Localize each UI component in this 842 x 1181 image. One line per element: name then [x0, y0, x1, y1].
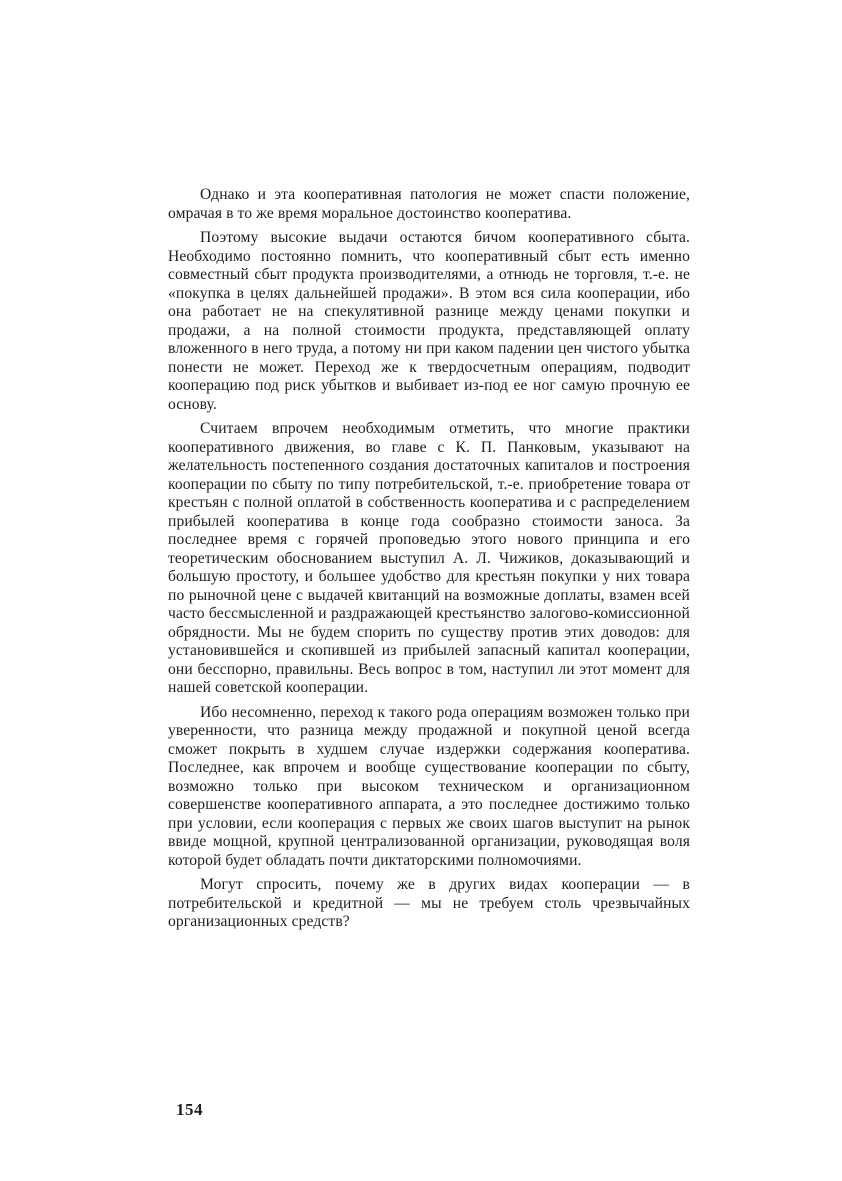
paragraph-3: Считаем впрочем необходимым отметить, что многие практики кооперативного движения, во главе с К. П. Панковым, указывают на желательность постепенного создания достаточных капиталов и построения кооперации по сбыту по типу потребительской, т.-е. приобретение товара от крестьян с полной оплатой в собственность кооператива и с распределением прибылей кооператива в конце года сообразно стоимости заноса. За последнее время с горячей проповедью этого нового принципа и его теоретическим обоснованием выступил А. Л. Чижиков, доказывающий и большую простоту, и большее удобство для крестьян покупки у них товара по рыночной цене с выдачей квитанций на возможные доплаты, взамен всей часто бессмысленной и раздражающей крестьянство залогово-комиссионной обрядности. Мы не будем спорить по существу против этих доводов: для установившейся и скопившей из прибылей запасный капитал кооперации, они бесспорно, правильны. Весь вопрос в том, наступил ли этот момент для нашей советской кооперации.: [168, 420, 690, 696]
body-text: [168, 186, 690, 938]
paragraph-2: Поэтому высокие выдачи остаются бичом кооперативного сбыта. Необходимо постоянно помнить, что кооперативный сбыт есть именно совместный сбыт продукта производителями, а отнюдь не торговля, т.-е. не «покупка в целях дальнейшей продажи». В этом вся сила кооперации, ибо она работает не на спекулятивной разнице между ценами покупки и продажи, а на полной стоимости продукта, представляющей оплату вложенного в него труда, а потому ни при каком падении цен чистого убытка понести не может. Переход же к твердосчетным операциям, подводит кооперацию под риск убытков и выбивает из-под ее ног самую прочную ее основу.: [168, 229, 690, 413]
paragraph-4: Ибо несомненно, переход к такого рода операциям возможен только при уверенности, что разница между продажной и покупной ценой всегда сможет покрыть в худшем случае издержки содержания кооператива. Последнее, как впрочем и вообще существование кооперации по сбыту, возможно только при высоком техническом и организационном совершенстве кооперативного аппарата, а это последнее достижимо только при условии, если кооперация с первых же своих шагов выступит на рынок ввиде мощной, крупной централизованной организации, руководящая воля которой будет обладать почти диктаторскими полномочиями.: [168, 703, 690, 869]
paragraph-1: Однако и эта кооперативная патология не может спасти положение, омрачая в то же время моральное достоинство кооператива.: [168, 186, 690, 222]
paragraph-5: Могут спросить, почему же в других видах кооперации — в потребительской и кредитной — мы не требуем столь чрезвычайных организационных средств?: [168, 876, 690, 930]
page-number: 154: [176, 1100, 203, 1119]
